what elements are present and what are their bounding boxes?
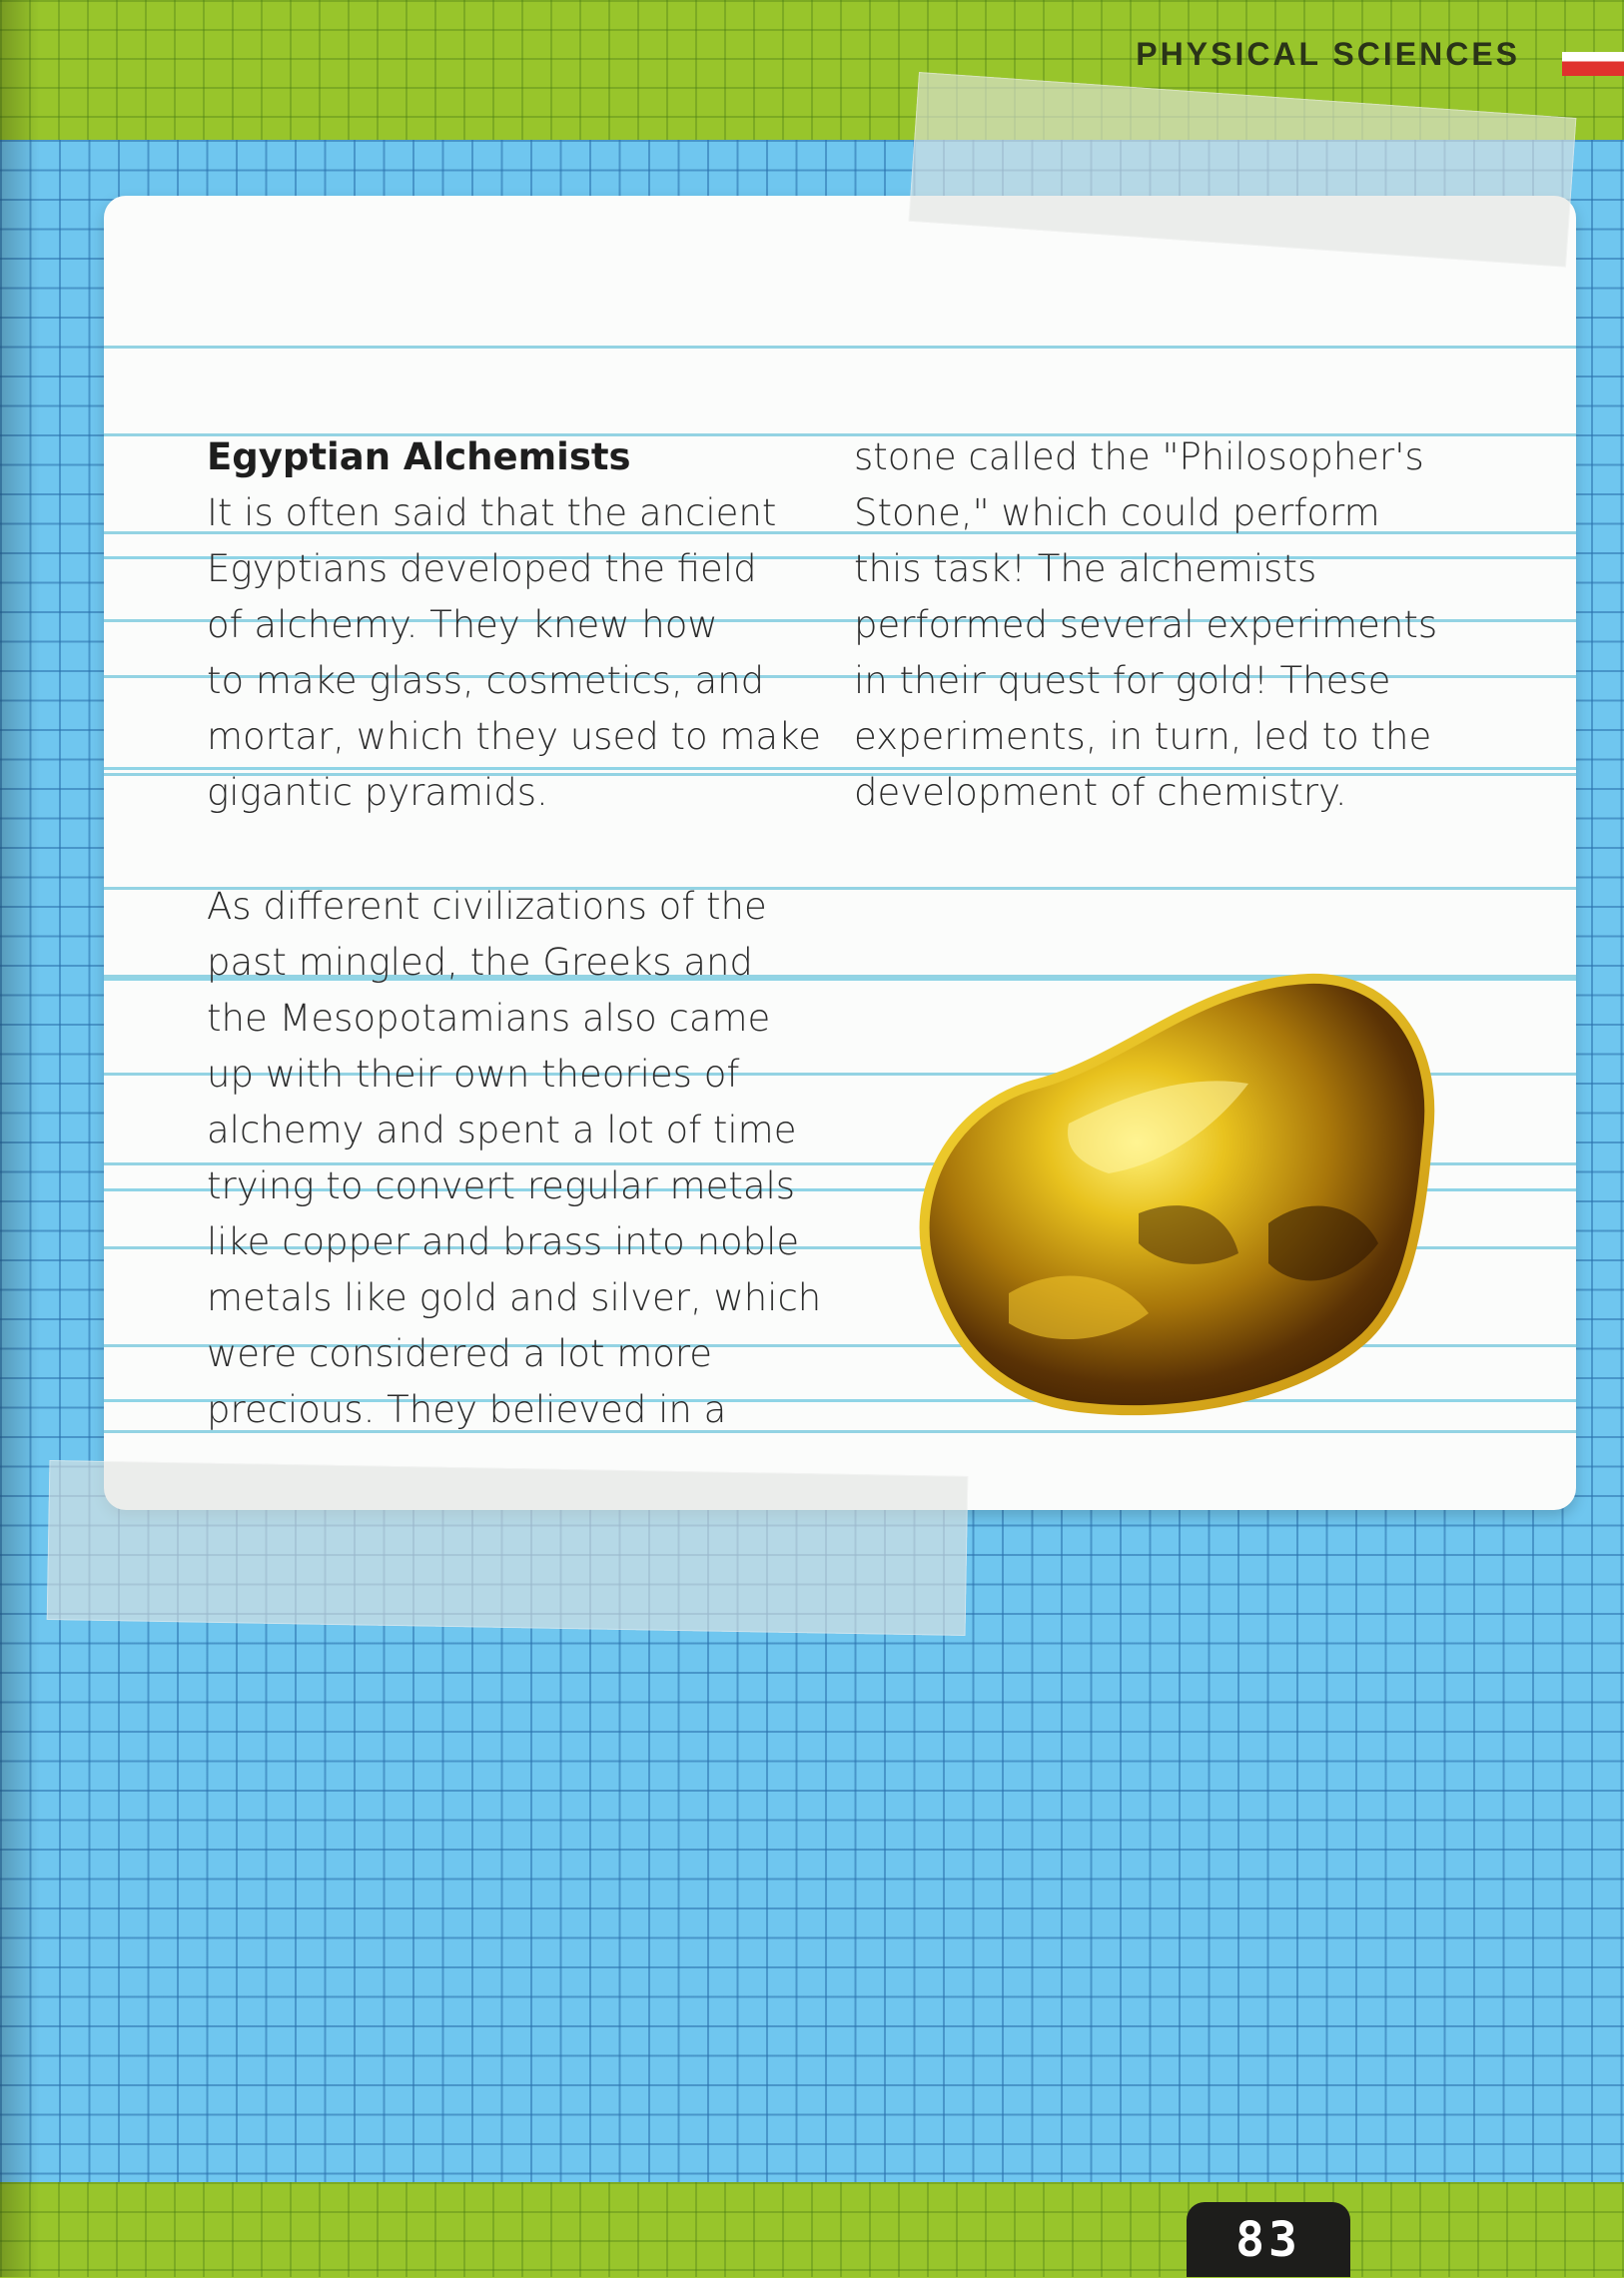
text-line: gigantic pyramids. <box>207 771 548 814</box>
text-line: metals like gold and silver, which <box>207 1276 822 1319</box>
text-line: performed several experiments <box>854 603 1438 646</box>
text-line: past mingled, the Greeks and <box>207 941 753 984</box>
gold-nugget-icon <box>889 964 1444 1428</box>
text-line: were considered a lot more <box>207 1332 713 1375</box>
right-column-text <box>854 429 1473 821</box>
text-line: mortar, which they used to make <box>207 715 821 758</box>
tape-strip-bottom <box>47 1460 969 1636</box>
text-line: development of chemistry. <box>854 771 1347 814</box>
text-line: Stone," which could perform <box>854 491 1380 534</box>
text-line: Egyptians developed the field <box>207 547 757 590</box>
rule-line <box>104 346 1576 349</box>
text-line: precious. They believed in a <box>207 1388 727 1431</box>
book-spine-shadow <box>0 0 40 2277</box>
article-heading: Egyptian Alchemists <box>207 435 631 478</box>
text-line: to make glass, cosmetics, and <box>207 659 765 702</box>
text-line: It is often said that the ancient <box>207 491 777 534</box>
left-column-text-2 <box>207 879 826 1438</box>
text-line: like copper and brass into noble <box>207 1220 800 1263</box>
text-line: As different civilizations of the <box>207 885 767 928</box>
text-line: trying to convert regular metals <box>207 1164 796 1207</box>
text-line: stone called the "Philosopher's <box>854 435 1424 478</box>
section-flag-icon <box>1562 52 1624 76</box>
text-line: in their quest for gold! These <box>854 659 1391 702</box>
left-column-text <box>207 429 826 821</box>
text-line: of alchemy. They knew how <box>207 603 718 646</box>
text-line: alchemy and spent a lot of time <box>207 1109 797 1151</box>
page-number: 83 <box>1187 2202 1350 2277</box>
text-line: this task! The alchemists <box>854 547 1317 590</box>
text-line: up with their own theories of <box>207 1053 740 1096</box>
bottom-grid-band <box>0 2182 1624 2277</box>
section-label: PHYSICAL SCIENCES <box>1136 36 1520 72</box>
text-line: the Mesopotamians also came <box>207 997 771 1040</box>
text-line: experiments, in turn, led to the <box>854 715 1432 758</box>
